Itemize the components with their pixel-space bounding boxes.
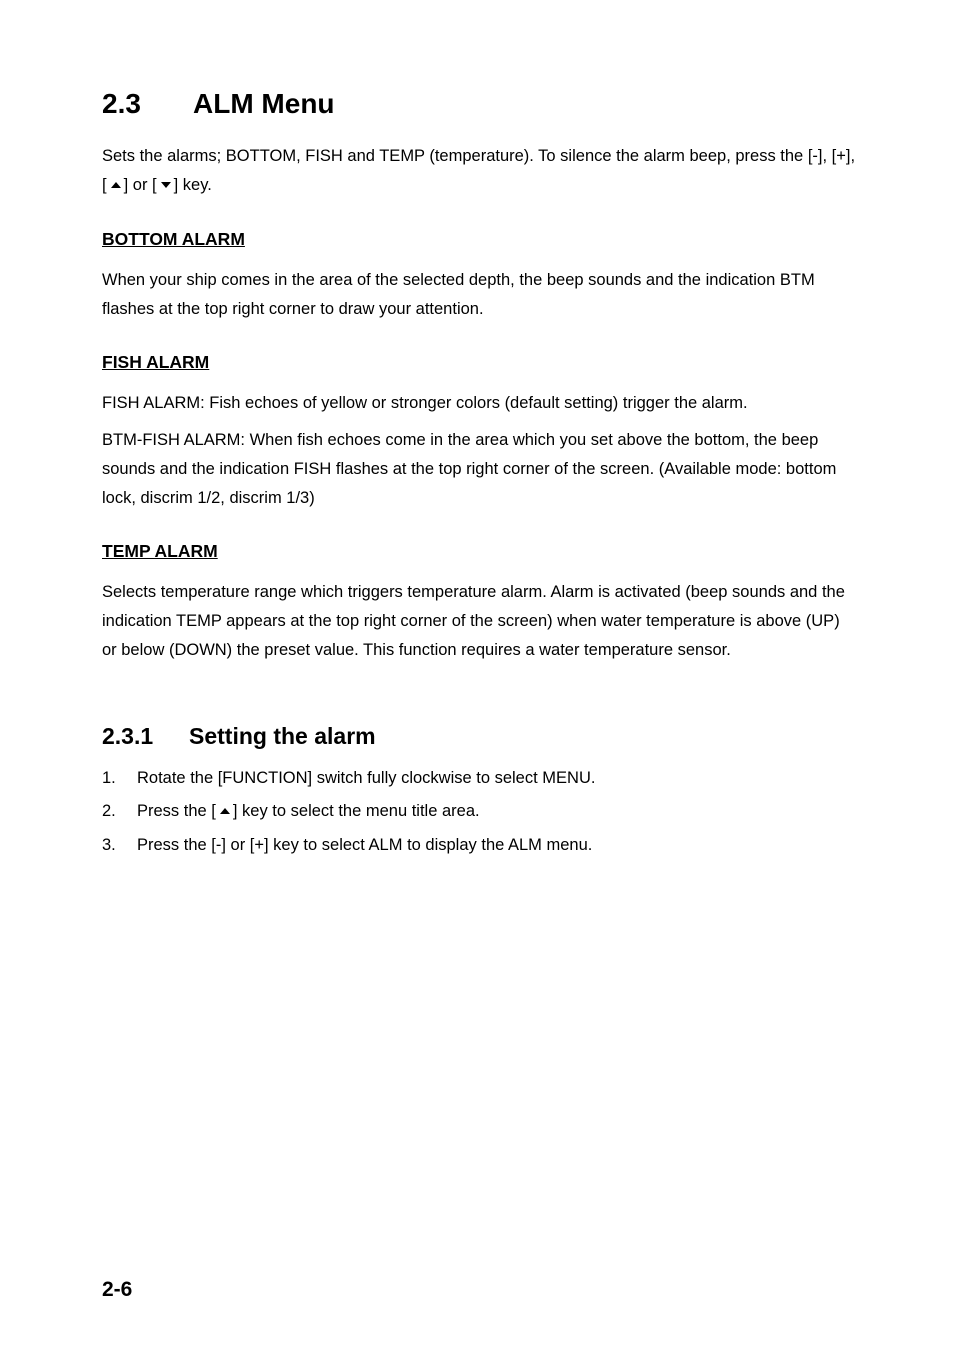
section-heading <box>102 88 335 120</box>
bottom-alarm-heading: BOTTOM ALARM <box>102 229 245 249</box>
section-title: ALM Menu <box>193 88 335 119</box>
temp-alarm-heading: TEMP ALARM <box>102 541 218 561</box>
up-triangle-icon <box>220 808 230 814</box>
page-number: 2-6 <box>102 1278 133 1301</box>
step-1: 1. Rotate the [FUNCTION] switch fully clockwise to select MENU. <box>102 769 596 787</box>
section-intro: Sets the alarms; BOTTOM, FISH and TEMP (temperature). To silence the alarm beep, press the [-], [+], [ ] or [ ] key. <box>102 147 856 194</box>
fish-alarm-heading: FISH ALARM <box>102 352 210 372</box>
btm-fish-alarm-text: BTM-FISH ALARM: When fish echoes come in the area which you set above the bottom, the beep sounds and the indication FISH flashes at the top right corner of the screen. (Available mode: bottom lock, discrim 1/2, discrim 1/3) <box>102 431 837 507</box>
step-2: 2. Press the [ ] key to select the menu title area. <box>102 802 480 820</box>
bottom-alarm-text: When your ship comes in the area of the selected depth, the beep sounds and the indication BTM flashes at the top right corner to draw your attention. <box>102 271 815 318</box>
down-triangle-icon <box>161 182 171 188</box>
fish-alarm-text: FISH ALARM: Fish echoes of yellow or stronger colors (default setting) trigger the alarm. <box>102 394 748 412</box>
subsection-number: 2.3.1 <box>102 723 154 749</box>
subsection-heading <box>102 723 376 750</box>
up-triangle-icon <box>111 182 121 188</box>
step-3: 3. Press the [-] or [+] key to select ALM to display the ALM menu. <box>102 836 593 854</box>
temp-alarm-text: Selects temperature range which triggers temperature alarm. Alarm is activated (beep sounds and the indication TEMP appears at the top right corner of the screen) when water temperature is above (UP) or below (DOWN) the preset value. This function requires a water temperature sensor. <box>102 583 845 659</box>
subsection-title: Setting the alarm <box>189 723 376 749</box>
section-number: 2.3 <box>102 88 141 119</box>
